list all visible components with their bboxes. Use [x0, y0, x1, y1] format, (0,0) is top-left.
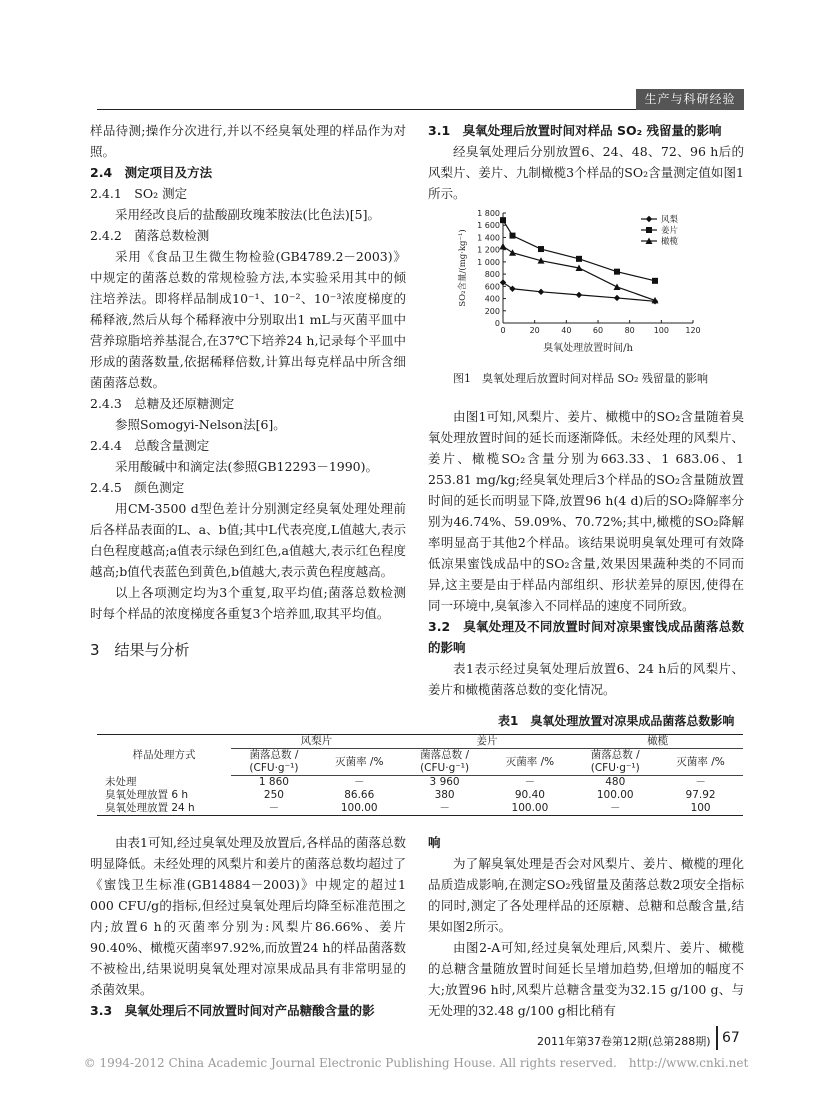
y-tick-label: 200	[484, 306, 500, 316]
y-tick-label: 1 400	[477, 233, 500, 243]
table-cell: 86.66	[344, 789, 375, 801]
figure-1-caption: 图1 臭氧处理后放置时间对样品 SO₂ 残留量的影响	[453, 372, 708, 385]
y-tick-label: 600	[484, 282, 500, 292]
table-cell: 97.92	[685, 789, 716, 801]
data-point	[500, 279, 506, 285]
table-cell: －	[402, 802, 488, 816]
page-number: 67	[722, 1030, 740, 1046]
heading-2-4-2: 2.4.2 菌落总数检测	[90, 228, 210, 243]
paragraph-2-4-3: 参照Somogyi-Nelson法[6]。	[115, 417, 286, 432]
paragraph-3-2: 表1表示经过臭氧处理后放置6、24 h后的风梨片、姜片和橄榄菌落总数的变化情况。	[428, 661, 744, 697]
heading-3: 3 结果与分析	[90, 641, 190, 659]
y-tick-label: 1 000	[477, 257, 500, 267]
heading-3-2: 3.2 臭氧处理及不同放置时间对凉果蜜饯成品菌落总数的影响	[428, 619, 744, 655]
paragraph-3-3a: 为了解臭氧处理是否会对风梨片、姜片、橄榄的理化品质造成影响,在测定SO₂残留量及菌落总数2项安全指标的同时,测定了各处理样品的还原糖、总糖和总酸含量,结果如图2所示。	[428, 856, 744, 934]
table-row-label: 臭氧处理放置 6 h	[105, 789, 189, 801]
y-tick-label: 1 200	[477, 245, 500, 255]
table-col-unit: (CFU·g⁻¹)	[231, 762, 317, 776]
footer-vertical-rule	[716, 1026, 718, 1050]
table-col-unit: (CFU·g⁻¹)	[402, 762, 488, 776]
table-col-rate: 灭菌率 /%	[317, 749, 402, 776]
table-row	[97, 789, 743, 802]
x-tick-label: 60	[592, 326, 604, 335]
table-1-caption: 表1 臭氧处理放置对凉果成品菌落总数影响	[498, 714, 735, 728]
paragraph-table-discussion: 由表1可知,经过臭氧处理及放置后,各样品的菌落总数明显降低。未经处理的风梨片和姜片的菌落总数均超过了《蜜饯卫生标准(GB14884－2003)》中规定的超过1 000 CFU/g的指标,但经过臭氧处理后均降至标准范围之内;放置6 h的灭菌率分别为:风梨片86.66%、姜片90.40%、橄榄灭菌率97.92%,而放置24 h的样品菌落数不被检出,结果说明臭氧处理对凉果成品具有非常明显的杀菌效果。	[90, 835, 406, 997]
heading-3-3: 3.3 臭氧处理后不同放置时间对产品糖酸含量的影	[90, 1003, 375, 1018]
legend-marker	[646, 227, 652, 233]
legend-entry: 橄榄	[661, 237, 679, 247]
table-row-header: 样品处理方式	[97, 735, 231, 776]
y-tick-label: 1 600	[477, 221, 500, 231]
table-cell: －	[231, 802, 317, 816]
x-tick-label: 120	[685, 326, 701, 335]
data-point	[500, 243, 507, 250]
data-point	[538, 246, 544, 252]
right-column-top	[428, 120, 744, 204]
heading-2-4: 2.4 测定项目及方法	[90, 165, 213, 180]
table-group-pineapple: 风梨片	[231, 735, 402, 749]
heading-3-1: 3.1 臭氧处理后放置时间对样品 SO₂ 残留量的影响	[428, 123, 722, 138]
footer-issue: 2011年第37卷第12期(总第288期)	[537, 1035, 711, 1048]
heading-2-4-4: 2.4.4 总酸含量测定	[90, 438, 210, 453]
data-point	[576, 292, 582, 298]
table-cell: －	[524, 776, 536, 788]
data-point	[538, 289, 544, 295]
paragraph-2-4-1: 采用经改良后的盐酸副玫瑰苯胺法(比色法)[5]。	[115, 207, 380, 222]
data-point	[500, 217, 506, 223]
table-col-rate: 灭菌率 /%	[488, 749, 573, 776]
table-cell: －	[354, 776, 365, 788]
paragraph-3-3b: 由图2-A可知,经过臭氧处理后,风梨片、姜片、橄榄的总糖含量随放置时间延长呈增加趋势,但增加的幅度不大;放置96 h时,风梨片总糖含量变为32.15 g/100 g、与无处理的32.48 g/100 g相比稍有	[428, 940, 744, 1018]
data-point	[614, 269, 620, 275]
table-cell: －	[695, 776, 706, 788]
table-row	[97, 802, 743, 816]
legend-marker	[646, 216, 652, 222]
table-col-rate: 灭菌率 /%	[658, 749, 743, 776]
x-tick-label: 40	[561, 326, 572, 335]
right-column-bottom	[428, 832, 744, 1021]
table-cell: 100.00	[596, 789, 634, 801]
y-tick-label: 400	[484, 294, 500, 304]
table-cell: 100.00	[317, 802, 402, 816]
table-row-label: 臭氧处理放置 24 h	[97, 802, 231, 816]
paragraph-2-4-4: 采用酸碱中和滴定法(参照GB12293－1990)。	[115, 459, 379, 474]
heading-2-4-3: 2.4.3 总糖及还原糖测定	[90, 396, 235, 411]
copyright-notice: © 1994-2012 China Academic Journal Electronic Publishing House. All rights reserved. http://www.cnki.net	[83, 1056, 749, 1070]
data-point	[614, 295, 620, 301]
y-tick-label: 0	[494, 319, 500, 328]
table-cell: 100.00	[488, 802, 573, 816]
paragraph-2-4-5: 用CM-3500 d型色差计分别测定经臭氧处理处理前后各样品表面的L、a、b值;其中L代表亮度,L值越大,表示白色程度越高;a值表示绿色到红色,a值越大,表示红色程度越高;b值代表蓝色到黄色,b值越大,表示黄色程度越高。	[90, 501, 406, 579]
table-cell: 480	[605, 776, 626, 788]
x-axis-label: 臭氧处理放置时间/h	[543, 343, 633, 354]
table-cell: 1 860	[258, 776, 289, 788]
table-col-count: 菌落总数 /	[249, 749, 299, 761]
table-cell: 90.40	[514, 789, 545, 801]
data-point	[509, 249, 516, 256]
paragraph-2-4-2: 采用《食品卫生微生物检验(GB4789.2－2003)》中规定的菌落总数的常规检验方法,本实验采用其中的倾注培养法。即将样品制成10⁻¹、10⁻²、10⁻³浓度梯度的稀释液,然后从每个稀释液中分别取出1 mL与灭菌平皿中营养琼脂培养基混合,在37℃下培养24 h,记录每个平皿中形成的菌落数量,依据稀释倍数,计算出每克样品中所含细菌菌落总数。	[90, 249, 406, 390]
series-line-1	[503, 220, 655, 281]
section-tag: 生产与科研经验	[636, 89, 744, 110]
x-tick-label: 80	[624, 326, 635, 335]
table-group-olive: 橄榄	[572, 735, 743, 749]
table-cell: 100	[658, 802, 743, 816]
table-col-count: 菌落总数 /	[420, 749, 470, 761]
legend-entry: 风梨	[661, 215, 679, 225]
paragraph-repeat: 以上各项测定均为3个重复,取平均值;菌落总数检测时每个样品的浓度梯度各重复3个培养皿,取其平均值。	[90, 585, 406, 621]
table-col-unit: (CFU·g⁻¹)	[572, 762, 658, 776]
legend-entry: 姜片	[661, 226, 679, 236]
left-column-top	[90, 120, 406, 661]
y-tick-label: 1 800	[477, 209, 500, 218]
table-col-count: 菌落总数 /	[590, 749, 640, 761]
x-tick-label: 20	[529, 326, 540, 335]
y-tick-label: 800	[484, 270, 500, 280]
heading-3-3-continued: 响	[428, 835, 441, 850]
data-point	[510, 233, 516, 239]
intro-paragraph: 样品待测;操作分次进行,并以不经臭氧处理的样品作为对照。	[90, 123, 406, 159]
table-group-ginger: 姜片	[402, 735, 573, 749]
x-tick-label: 100	[653, 326, 669, 335]
data-point	[652, 278, 658, 284]
heading-2-4-5: 2.4.5 颜色测定	[90, 480, 185, 495]
right-column-mid	[428, 406, 744, 700]
data-point	[614, 283, 621, 290]
x-tick-label: 0	[500, 326, 506, 335]
data-point	[509, 286, 515, 292]
table-cell: 380	[434, 789, 455, 801]
table-cell: 3 960	[429, 776, 460, 788]
table-row-label: 未处理	[105, 775, 137, 788]
table-1	[97, 734, 743, 816]
figure-1-chart	[455, 205, 715, 360]
table-cell: －	[572, 802, 658, 816]
table-row	[97, 776, 743, 790]
y-axis-label: SO₂含量/(mg·kg⁻¹)	[458, 229, 468, 307]
data-point	[576, 256, 582, 262]
paragraph-figure-discussion: 由图1可知,风梨片、姜片、橄榄中的SO₂含量随着臭氧处理放置时间的延长而逐渐降低。未经处理的风梨片、姜片、橄榄SO₂含量分别为663.33、1 683.06、1 253.81 mg/kg;经臭氧处理后3个样品的SO₂含量随放置时间的延长而明显下降,放置96 h(4 d)后的SO₂降解率分别为46.74%、59.09%、70.72%;其中,橄榄的SO₂降解率明显高于其他2个样品。该结果说明臭氧处理可有效降低凉果蜜饯成品中的SO₂含量,效果因果蔬种类的不同而异,这主要是由于样品内部组织、形状差异的原因,使得在同一环境中,臭氧渗入不同样品的速度不同所致。	[428, 409, 744, 613]
left-column-bottom	[90, 832, 406, 1021]
table-cell: 250	[263, 789, 284, 801]
paragraph-3-1: 经臭氧处理后分别放置6、24、48、72、96 h后的风梨片、姜片、九制橄榄3个样品的SO₂含量测定值如图1所示。	[428, 144, 744, 201]
heading-2-4-1: 2.4.1 SO₂ 测定	[90, 186, 188, 201]
